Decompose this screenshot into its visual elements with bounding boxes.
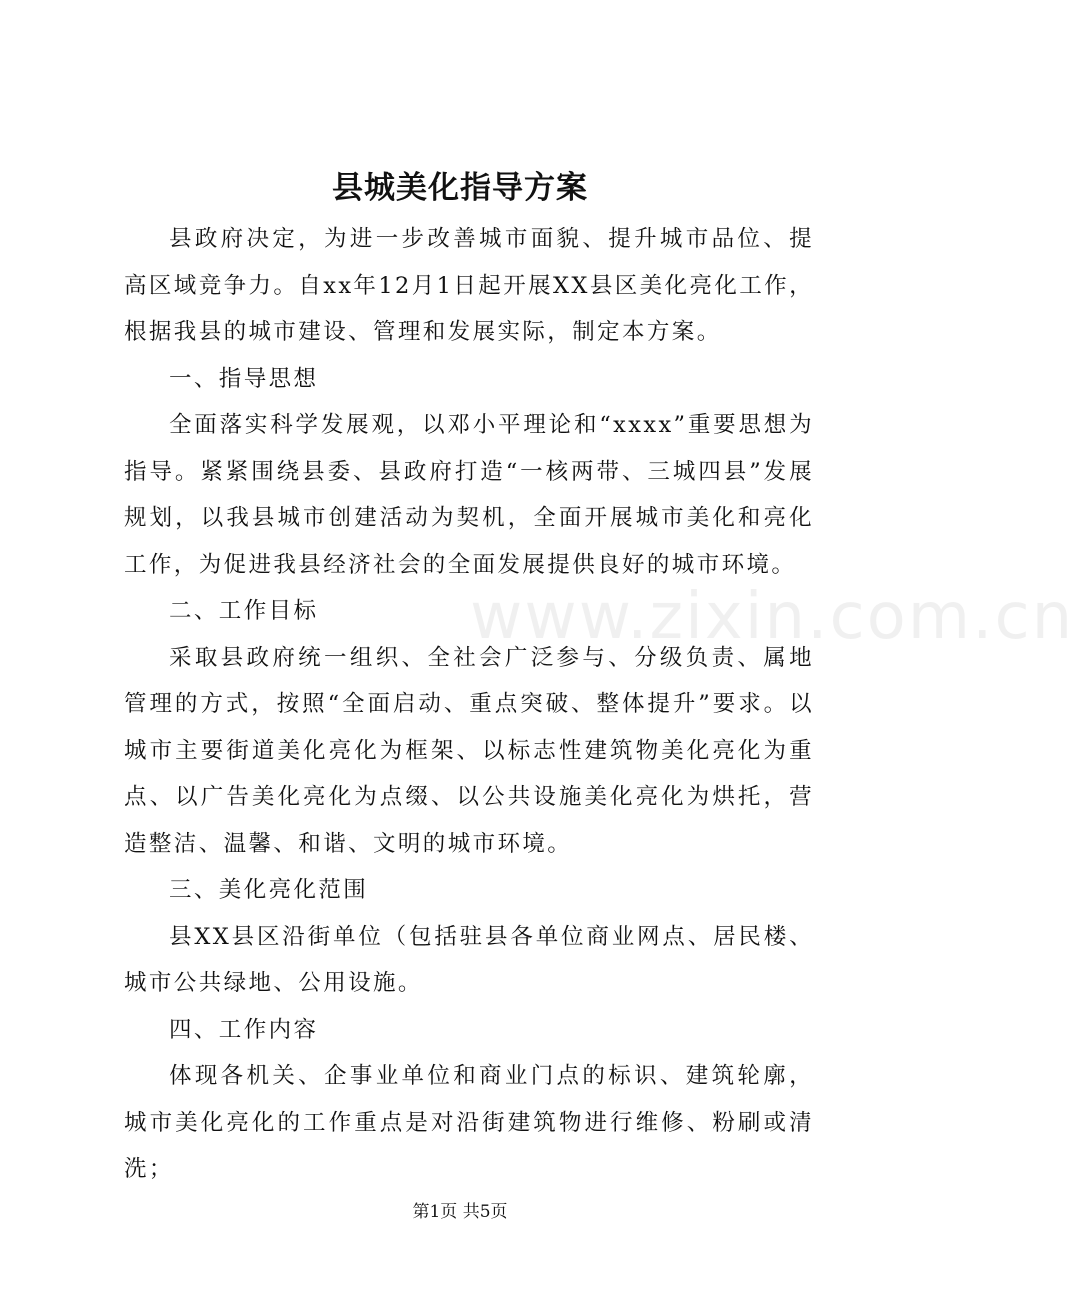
page-footer: 第1页 共5页 xyxy=(412,1202,508,1222)
document-body xyxy=(124,216,814,1193)
paragraph-scope: 县XX县区沿街单位（包括驻县各单位商业网点、居民楼、城市公共绿地、公用设施。 xyxy=(124,923,814,996)
paragraph-intro: 县政府决定，为进一步改善城市面貌、提升城市品位、提高区域竞争力。自xx年12月1日起开展XX县区美化亮化工作，根据我县的城市建设、管理和发展实际，制定本方案。 xyxy=(124,226,814,345)
section-heading-guiding-ideology: 一、指导思想 xyxy=(169,365,319,392)
section-heading-scope: 三、美化亮化范围 xyxy=(169,877,369,903)
section-heading-work-content: 四、工作内容 xyxy=(169,1016,319,1043)
paragraph-guiding-ideology: 全面落实科学发展观，以邓小平理论和“xxxx”重要思想为指导。紧紧围绕县委、县政府打造“一核两带、三城四县”发展规划，以我县城市创建活动为契机，全面开展城市美化和亮化工作，为促进我县经济社会的全面发展提供良好的城市环境。 xyxy=(124,412,814,578)
section-heading-work-goals: 二、工作目标 xyxy=(169,598,319,624)
paragraph-work-goals: 采取县政府统一组织、全社会广泛参与、分级负责、属地管理的方式，按照“全面启动、重点突破、整体提升”要求。以城市主要街道美化亮化为框架、以标志性建筑物美化亮化为重点、以广告美化亮化为点缀、以公共设施美化亮化为烘托，营造整洁、温馨、和谐、文明的城市环境。 xyxy=(124,644,814,857)
watermark: www.zixin.com.cn xyxy=(470,580,1074,654)
paragraph-work-content: 体现各机关、企事业单位和商业门点的标识、建筑轮廓，城市美化亮化的工作重点是对沿街建筑物进行维修、粉刷或清洗； xyxy=(124,1063,814,1182)
document-title: 县城美化指导方案 xyxy=(332,170,588,206)
